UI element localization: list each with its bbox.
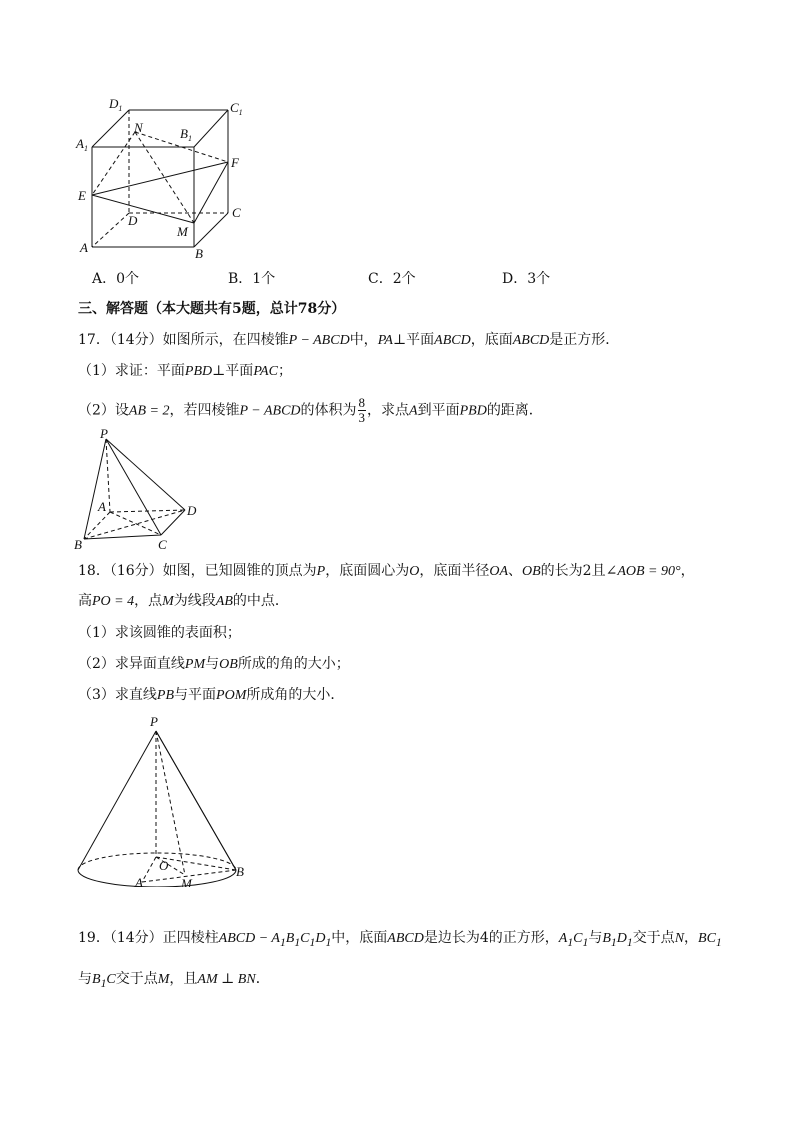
label-A: A bbox=[80, 240, 88, 255]
q17-stem: 17．（14分）如图所示，在四棱锥P − ABCD中，PA⊥平面ABCD，底面ABCD是正方形． bbox=[78, 332, 620, 348]
label-O: O bbox=[159, 858, 169, 873]
option-d: D．3个 bbox=[502, 271, 551, 287]
q17-part2: （2）设AB = 2，若四棱锥P − ABCD的体积为 $\frac{8}{3}$ ，求点A到平面PBD的距离． bbox=[78, 395, 543, 425]
label-D: D bbox=[187, 503, 197, 518]
label-D: D bbox=[128, 213, 138, 228]
option-a: A．0个 bbox=[92, 271, 140, 287]
label-D1: $D_1$ bbox=[109, 96, 123, 113]
label-A1: $A_1$ bbox=[76, 136, 88, 153]
label-M: M bbox=[177, 224, 188, 239]
q18-stem-line2: 高PO = 4，点M为线段AB的中点． bbox=[78, 593, 289, 609]
section-title: 三、解答题（本大题共有5题，总计78分） bbox=[78, 301, 346, 317]
option-c: C．2个 bbox=[368, 271, 416, 287]
q17-part1: （1）求证：平面PBD⊥平面PAC； bbox=[78, 363, 292, 379]
q18-part2: （2）求异面直线PM与OB所成的角的大小； bbox=[78, 656, 350, 672]
cone-figure bbox=[68, 712, 258, 887]
label-N: N bbox=[134, 120, 143, 135]
q18-part3: （3）求直线PB与平面POM所成角的大小． bbox=[78, 687, 345, 703]
label-C1: $C_1$ bbox=[230, 100, 243, 117]
q19-stem-line1: 19．（14分）正四棱柱ABCD − $A_1B_1C_1D_1$中，底面ABCD是边长为4的正方形，$A_1C_1$与$B_1D_1$交于点N，$BC_1$ bbox=[78, 930, 722, 949]
label-A: A bbox=[98, 499, 106, 514]
label-F: F bbox=[231, 155, 239, 170]
label-B1: $B_1$ bbox=[180, 126, 192, 143]
volume-fraction: $\frac{8}{3}$ bbox=[358, 395, 366, 425]
label-E: E bbox=[78, 188, 86, 203]
label-C: C bbox=[232, 205, 241, 220]
label-C: C bbox=[158, 537, 167, 552]
label-P: P bbox=[100, 426, 108, 441]
option-b: B．1个 bbox=[228, 271, 276, 287]
label-B: B bbox=[195, 246, 203, 261]
q18-stem-line1: 18．（16分）如图，已知圆锥的顶点为P，底面圆心为O，底面半径OA、OB的长为2且∠AOB = 90°， bbox=[78, 563, 695, 579]
q18-part1: （1）求该圆锥的表面积； bbox=[78, 625, 241, 641]
pyramid-figure bbox=[70, 425, 210, 555]
cube-figure bbox=[70, 92, 260, 262]
label-M: M bbox=[181, 876, 192, 887]
q19-stem-line2: 与$B_1C$交于点M，且AM ⊥ BN． bbox=[78, 971, 270, 990]
label-P: P bbox=[150, 714, 158, 729]
label-A: A bbox=[135, 875, 143, 887]
label-B: B bbox=[236, 864, 244, 879]
label-B: B bbox=[74, 537, 82, 552]
